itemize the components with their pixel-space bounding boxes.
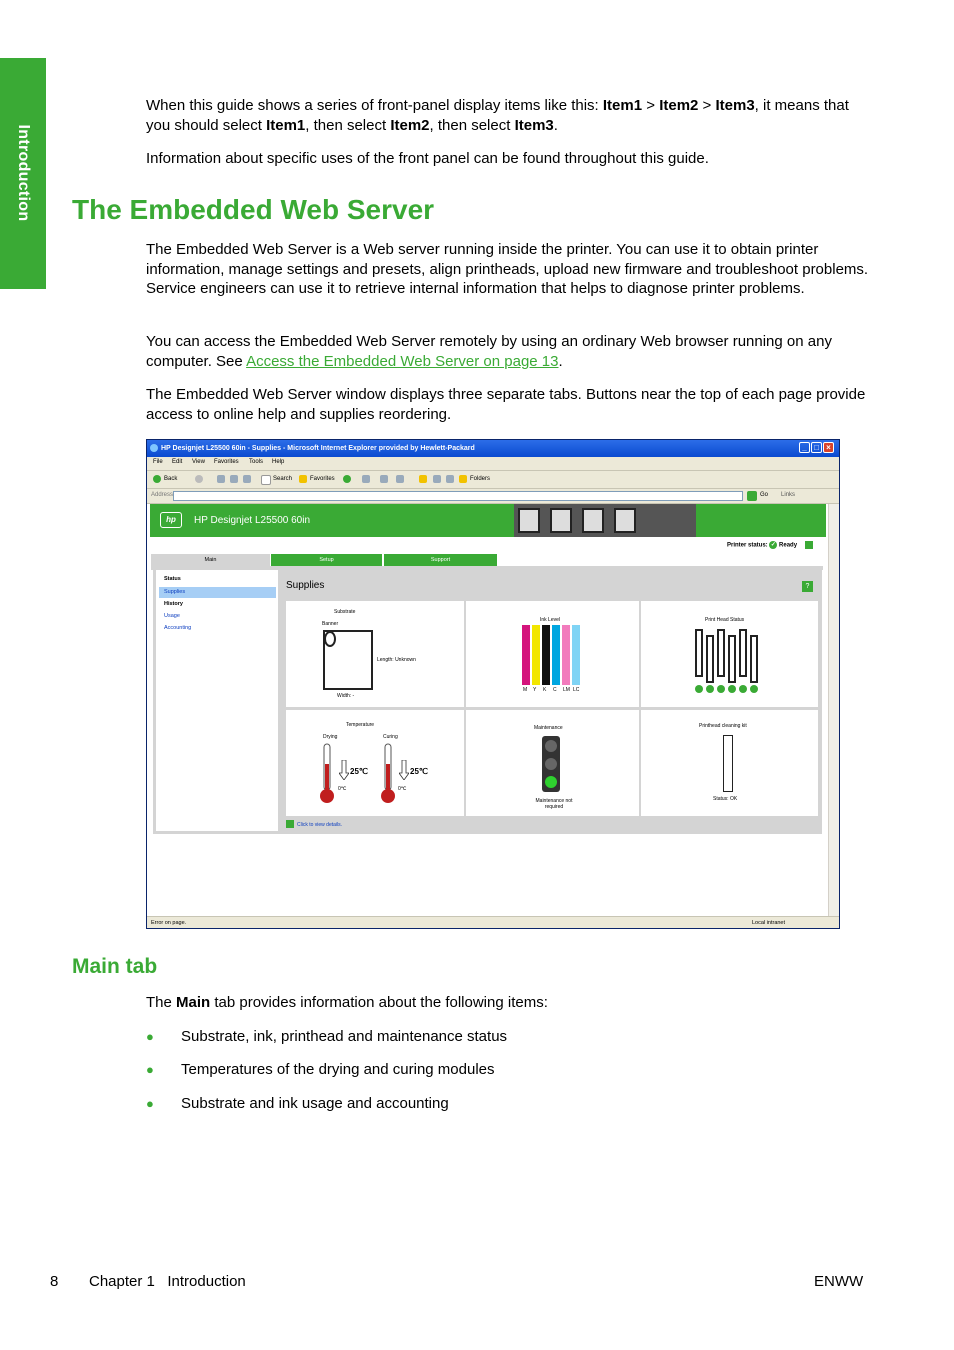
ink-bar-c — [552, 625, 560, 685]
ink-label: C — [553, 687, 557, 693]
cleaning-kit-gauge — [723, 735, 733, 792]
ink-label: LC — [573, 687, 580, 693]
intro-paragraph-2: Information about specific uses of the front panel can be found throughout this guide. — [146, 150, 709, 167]
back-button[interactable]: Back — [164, 476, 178, 482]
printhead-icon — [728, 635, 736, 683]
ink-bar-lc — [572, 625, 580, 685]
search-button[interactable]: Search — [273, 476, 293, 482]
banner-printhead — [614, 508, 636, 533]
printer-status-value: Ready — [779, 542, 798, 549]
item1: Item1 — [266, 116, 306, 134]
drying-temperature: 25℃ — [350, 767, 368, 776]
ink-label: K — [543, 687, 547, 693]
tab-support[interactable]: Support — [384, 554, 497, 566]
favorites-icon[interactable] — [299, 475, 307, 483]
menu-tools[interactable]: Tools — [249, 459, 264, 465]
nav-supplies[interactable]: Supplies — [159, 587, 276, 598]
text: You can access the Embedded Web Server remotely by using an ordinary Web browser running on any computer. See — [146, 333, 832, 370]
text: , then select — [429, 116, 515, 134]
text: . — [558, 352, 563, 370]
search-icon[interactable] — [261, 475, 271, 485]
intro-paragraph-1 — [146, 96, 876, 135]
bullet-icon: ● — [146, 1029, 154, 1044]
favorites-button[interactable]: Favorites — [310, 476, 335, 482]
text: . — [553, 116, 558, 134]
separator: > — [642, 97, 660, 114]
ink-label: Y — [533, 687, 537, 693]
menu-favorites[interactable]: Favorites — [214, 459, 239, 465]
cleaning-kit-status: Status: OK — [713, 796, 738, 802]
ink-level-title: Ink Level — [540, 617, 561, 623]
item2: Item2 — [390, 116, 430, 134]
curing-temperature: 25℃ — [410, 767, 428, 776]
ink-label: M — [523, 687, 528, 693]
view-details-icon[interactable] — [286, 820, 294, 828]
list-item-text: Substrate, ink, printhead and maintenance status — [181, 1028, 508, 1045]
banner-printhead — [550, 508, 572, 533]
nav-accounting[interactable]: Accounting — [164, 625, 192, 631]
bullet-icon: ● — [146, 1062, 154, 1077]
ink-bar-m — [522, 625, 530, 685]
substrate-title: Substrate — [334, 609, 356, 615]
text: The — [146, 994, 177, 1011]
section-heading-ews: The Embedded Web Server — [72, 194, 435, 225]
go-button[interactable]: Go — [760, 492, 769, 498]
mail-icon[interactable] — [362, 475, 370, 483]
menu-bar — [147, 457, 839, 471]
printer-name: HP Designjet L25500 60in — [194, 515, 311, 526]
temperature-panel[interactable] — [286, 710, 464, 816]
forward-icon[interactable] — [195, 475, 203, 483]
links-button[interactable]: Links — [781, 492, 796, 498]
home-icon[interactable] — [243, 475, 251, 483]
printhead-ok-icon — [739, 685, 747, 693]
vertical-scrollbar[interactable] — [828, 504, 839, 916]
printhead-icon — [739, 629, 747, 677]
window-title: HP Designjet L25500 60in - Supplies - Microsoft Internet Explorer provided by Hewlett-Packard — [161, 445, 475, 452]
main-tab-paragraph — [146, 993, 876, 1013]
supplies-content — [281, 570, 822, 834]
browser-toolbar — [147, 471, 839, 489]
printhead-ok-icon — [750, 685, 758, 693]
ink-bar-lm — [562, 625, 570, 685]
tab-main[interactable]: Main — [151, 554, 270, 566]
printhead-ok-icon — [728, 685, 736, 693]
nav-history[interactable]: History — [164, 601, 183, 607]
messenger-icon[interactable] — [446, 475, 454, 483]
footer-chapter: Chapter 1 Introduction — [89, 1273, 246, 1290]
back-icon[interactable] — [153, 475, 161, 483]
print-icon[interactable] — [380, 475, 388, 483]
content-title: Supplies — [286, 580, 325, 591]
list-item-text: Temperatures of the drying and curing modules — [181, 1061, 495, 1078]
curing-label: Curing — [383, 734, 398, 740]
substrate-length: Length: Unknown — [377, 657, 416, 663]
main-bold: Main — [176, 994, 211, 1011]
text: When this guide shows a series of front-panel display items like this: — [146, 97, 603, 114]
maintenance-status: Maintenance not required — [535, 798, 573, 810]
minimize-icon[interactable]: _ — [799, 442, 810, 453]
menu-edit[interactable]: Edit — [172, 459, 183, 465]
ink-label: LM — [563, 687, 570, 693]
refresh-icon[interactable] — [230, 475, 238, 483]
printhead-icon — [717, 629, 725, 677]
item2: Item2 — [659, 97, 699, 114]
separator: > — [698, 97, 716, 114]
traffic-light-icon — [541, 735, 561, 793]
chapter-side-tab-label: Introduction — [15, 124, 32, 222]
status-zone: Local intranet — [752, 920, 786, 926]
substrate-panel[interactable] — [286, 601, 464, 707]
folders-icon[interactable] — [459, 475, 467, 483]
edit-icon[interactable] — [396, 475, 404, 483]
check-icon: ✓ — [770, 542, 776, 548]
banner-printhead — [518, 508, 540, 533]
discuss-icon[interactable] — [419, 475, 427, 483]
section-heading-main-tab: Main tab — [72, 955, 158, 978]
list-item-text: Substrate and ink usage and accounting — [181, 1095, 449, 1112]
text: , then select — [305, 116, 391, 134]
arrow-down-icon — [339, 760, 349, 780]
status-error: Error on page. — [151, 920, 187, 926]
ink-bar-y — [532, 625, 540, 685]
bullet-icon: ● — [146, 1096, 154, 1111]
cleaning-kit-panel[interactable] — [641, 710, 818, 816]
help-button[interactable]: ? — [802, 581, 813, 592]
substrate-roll-icon — [322, 629, 376, 691]
ie-icon — [150, 444, 158, 452]
printhead-ok-icon — [695, 685, 703, 693]
ews-header — [150, 504, 826, 537]
substrate-width: Width: - — [337, 693, 355, 699]
ews-screenshot — [146, 439, 840, 929]
go-icon[interactable] — [747, 491, 757, 501]
left-navigation — [153, 570, 281, 834]
menu-view[interactable]: View — [192, 459, 205, 465]
printhead-icon — [706, 635, 714, 683]
item1: Item1 — [602, 97, 643, 114]
view-details-link[interactable]: Click to view details. — [297, 822, 343, 828]
printhead-status-title: Print Head Status — [705, 617, 745, 623]
research-icon[interactable] — [433, 475, 441, 483]
window-titlebar — [147, 440, 839, 457]
hp-logo: hp — [160, 512, 182, 528]
maintenance-panel[interactable] — [466, 710, 639, 816]
drying-thermometer-icon — [319, 742, 335, 806]
stop-icon[interactable] — [217, 475, 225, 483]
curing-thermometer-icon — [380, 742, 396, 806]
footer-enww: ENWW — [814, 1273, 864, 1290]
printer-status-label: Printer status: — [727, 542, 768, 549]
ews-paragraph-1: The Embedded Web Server is a Web server running inside the printer. You can use it to obtain printer information, manage settings and presets, align printheads, upload new firmware and troubleshoot problems. Service engineers can use it to retrieve internal information that helps to diagnose printer problems. — [146, 241, 869, 297]
drying-min: 0℃ — [338, 786, 347, 792]
printheads-banner-image — [514, 504, 696, 537]
text: , it means that you should select — [146, 97, 849, 134]
printhead-icon — [750, 635, 758, 683]
ink-level-panel[interactable] — [466, 601, 639, 707]
curing-min: 0℃ — [398, 786, 407, 792]
banner-printhead — [582, 508, 604, 533]
ews-paragraph-2 — [146, 332, 876, 371]
chapter-side-tab — [0, 58, 46, 289]
refresh-status-icon[interactable] — [805, 541, 813, 549]
close-icon[interactable]: × — [823, 442, 834, 453]
item3: Item3 — [715, 97, 755, 114]
address-input[interactable] — [173, 491, 743, 501]
printhead-status-panel[interactable] — [641, 601, 818, 707]
printhead-ok-icon — [706, 685, 714, 693]
printhead-ok-icon — [717, 685, 725, 693]
address-label: Address — [151, 492, 174, 498]
maintenance-title: Maintenance — [534, 725, 563, 731]
item3: Item3 — [514, 116, 554, 134]
folders-button[interactable]: Folders — [470, 476, 491, 482]
address-bar — [147, 489, 839, 504]
printer-status — [727, 541, 813, 549]
temperature-title: Temperature — [346, 722, 375, 728]
ink-bar-k — [542, 625, 550, 685]
substrate-type: Banner — [322, 621, 339, 627]
arrow-down-icon — [399, 760, 409, 780]
menu-file[interactable]: File — [153, 459, 163, 465]
menu-help[interactable]: Help — [272, 459, 285, 465]
nav-usage[interactable]: Usage — [164, 613, 180, 619]
nav-status[interactable]: Status — [164, 576, 181, 582]
media-icon[interactable] — [343, 475, 351, 483]
text: tab provides information about the following items: — [210, 994, 548, 1011]
browser-status-bar — [147, 916, 839, 929]
maximize-icon[interactable]: □ — [811, 442, 822, 453]
ews-paragraph-3: The Embedded Web Server window displays three separate tabs. Buttons near the top of each page provide access to online help and supplies reordering. — [146, 386, 866, 423]
cleaning-kit-title: Printhead cleaning kit — [699, 723, 747, 729]
printhead-icon — [695, 629, 703, 677]
drying-label: Drying — [323, 734, 338, 740]
page-number: 8 — [50, 1273, 59, 1290]
ews-access-link[interactable]: Access the Embedded Web Server on page 13 — [246, 352, 559, 370]
tab-setup[interactable]: Setup — [271, 554, 382, 566]
